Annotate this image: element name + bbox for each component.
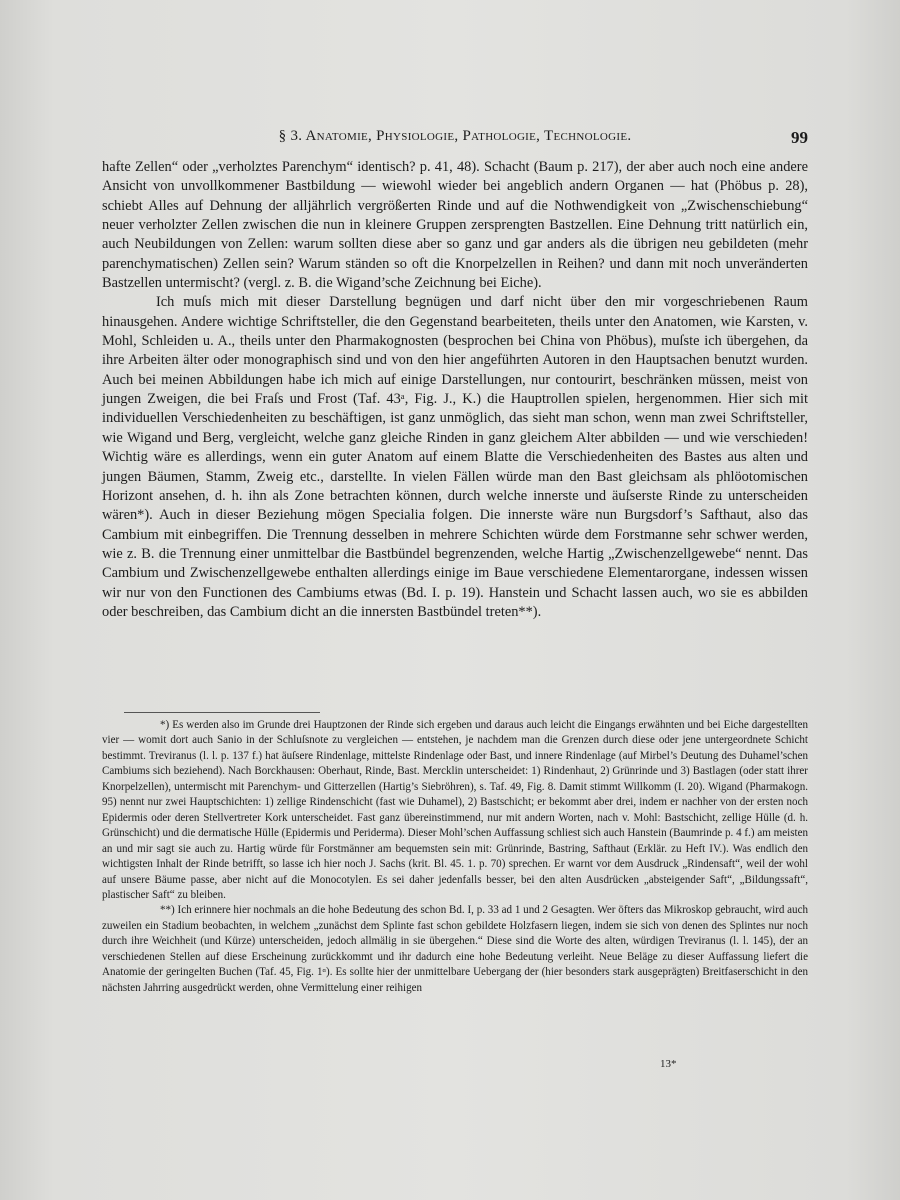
page-number: 99 bbox=[791, 128, 808, 147]
footnote-1: *) Es werden also im Grunde drei Hauptzonen der Rinde sich ergeben und daraus auch leicht die Eingangs erwähnten und bei Eiche dargestellten vier — womit dort auch Sanio in der Schluſsnote zu vergleichen — entstehen, je nachdem man die Grenzen durch diese oder jene untergeordnete Schicht bestimmt. Treviranus (l. l. p. 137 f.) hat äuſsere Rindenlage, mittelste Rindenlage oder Bast, und innere Rindenlage (auf Mirbel’s Deutung des Duhamel’schen Cambiums sich beziehend). Nach Borckhausen: Oberhaut, Rinde, Bast. Mercklin unterscheidet: 1) Rindenhaut, 2) Grünrinde und 3) Bastlagen (oder statt ihrer Knorpelzellen), untermischt mit Parenchym- und Gitterzellen (Hartig’s Siebröhren), s. Taf. 49, Fig. 8. Damit stimmt Willkomm (I. 20). Wigand (Pharmakogn. 95) nennt nur zwei Hauptschichten: 1) zellige Rindenschicht (fast wie Duhamel), 2) Bastschicht; er bekommt aber drei, indem er nachher von der ersten noch Epidermis oder deren Stellvertreter Kork unterscheidet. Fast ganz übereinstimmend, nur mit andern Worten, nach v. Mohl: Bastschicht, zellige Hülle (d. h. Grünschicht) und die dermatische Hülle (Epidermis und Periderma). Dieser Mohl’schen Auffassung schliest sich auch Hanstein (Baumrinde p. 4 f.) am meisten an und mir sagt sie auch zu. Hartig würde für Forstmänner am bequemsten sein mit: Grünrinde, Bastring, Safthaut (Erklär. zu Heft IV.). Was endlich den wichtigsten Inhalt der Rinde betrifft, so lasse ich hier noch J. Sachs (krit. Bl. 45. 1. p. 70) sprechen. Er warnt vor dem Ausdruck „Rindensaft“, weil der wohl auf unsere Bäume passe, aber nicht auf die Monocotylen. Es sei daher jedenfalls besser, bei den alten Ausdrücken „absteigender Saft“, „Bildungssaft“, plastischer Saft“ zu bleiben. bbox=[102, 719, 808, 901]
paragraph: Ich muſs mich mit dieser Darstellung begnügen und darf nicht über den mir vorgeschriebenen Raum hinausgehen. Andere wichtige Schriftsteller, die den Gegenstand bearbeiteten, theils unter den Anatomen, wie Karsten, v. Mohl, Schleiden u. A., theils unter den Pharmakognosten (besprochen bei China von Phöbus), muſste ich übergehen, da ihre Arbeiten älter oder monographisch sind und von den hier angeführten Autoren in den Hauptsachen benutzt wurden. Auch bei meinen Abbildungen habe ich mich auf einige Darstellungen, nur contourirt, beschränken müssen, meist von jungen Zweigen, die bei Fraſs und Frost (Taf. 43ᵃ, Fig. J., K.) die Hauptrollen spielen, hergenommen. Hier sich mit individuellen Verschiedenheiten zu beschäftigen, ist ganz unmöglich, das sieht man schon, wenn man zwei Schriftsteller, wie Wigand und Berg, vergleicht, welche ganz gleiche Rinden in ganz gleichem Alter abbilden — und wie verschieden! Wichtig wäre es allerdings, wenn ein guter Anatom auf einem Blatte die Verschiedenheiten des Bastes aus alten und jungen Bäumen, Stamm, Zweig etc., darstellte. In vielen Fällen würde man den Bast gleichsam als phlöotomischen Horizont ansehen, d. h. ihn als Zone betrachten können, durch welche innerste und äuſserste Rinde zu unterscheiden wären*). Auch in dieser Beziehung mögen Specialia folgen. Die innerste wäre nun Burgsdorf’s Safthaut, also das Cambium mit einbegriffen. Die Trennung desselben in mehrere Schichten würde dem Forstmanne sehr schwer werden, wie z. B. die Trennung einer unmittelbar die Bastbündel begrenzenden, welche Hartig „Zwischenzellgewebe“ nennt. Das Cambium und Zwischenzellgewebe enthalten allerdings einige im Baue verschiedene Elementarorgane, indessen wissen wir nur von den Functionen des Cambiums etwas (Bd. I. p. 19). Hanstein und Schacht lassen auch, wo sie es abbilden oder beschreiben, das Cambium dicht an die innersten Bastbündel treten**). bbox=[102, 294, 808, 620]
footnotes bbox=[102, 718, 808, 996]
page-header bbox=[102, 128, 808, 152]
running-head: § 3. Anatomie, Physiologie, Pathologie, Technologie. bbox=[278, 128, 632, 144]
main-text bbox=[102, 158, 808, 622]
footnote-2: **) Ich erinnere hier nochmals an die hohe Bedeutung des schon Bd. I, p. 33 ad 1 und 2 Gesagten. Wer öfters das Mikroskop gebraucht, wird auch zuweilen ein Stadium beobachten, in welchem „zunächst dem Splinte fast schon gebildete Holzfasern liegen, indem sie sich von denen des Splintes nur noch durch ihre Weichheit (und Kürze) unterscheiden, jedoch allmälig in sie übergehen.“ Diese sind die Worte des alten, würdigen Treviranus (l. l. 145), der an verschiedenen Stellen auf diese Erscheinung zurückkommt und ihr dadurch eine hohe Bedeutung verleiht. Neue Beläge zu dieser Auffassung liefert die Anatomie der geringelten Buchen (Taf. 45, Fig. 1ᵅ). Es sollte hier der unmittelbare Uebergang der (hier besonders stark ausgeprägten) Breitfaserschicht in den nächsten Jahrring ausgedrückt werden, ohne Vermittelung einer reihigen bbox=[102, 904, 808, 994]
footnote-separator bbox=[124, 712, 320, 713]
paragraph-continuation: hafte Zellen“ oder „verholztes Parenchym“ identisch? p. 41, 48). Schacht (Baum p. 217), der aber auch noch eine andere Ansicht von unvollkommener Bastbildung — wiewohl wieder bei angeblich andern Organen — hat (Phöbus p. 28), schiebt Alles auf Dehnung der alljährlich vergrößerten Rinde und auf die Nothwendigkeit von „Zwischenschiebung“ neuer verholzter Zellen zwischen die nun in kleinere Gruppen zersprengten Bastzellen. Eine Dehnung tritt natürlich ein, auch Neubildungen von Zellen: warum sollten diese aber so ganz und gar anders als die übrigen neu gebildeten (mehr parenchymatischen) Zellen sein? Warum ständen so oft die Knorpelzellen in Reihen? und dann mit noch unveränderten Bastzellen untermischt? (vergl. z. B. die Wigand’sche Zeichnung bei Eiche). bbox=[102, 159, 808, 292]
printer-signature: 13* bbox=[660, 1058, 677, 1070]
